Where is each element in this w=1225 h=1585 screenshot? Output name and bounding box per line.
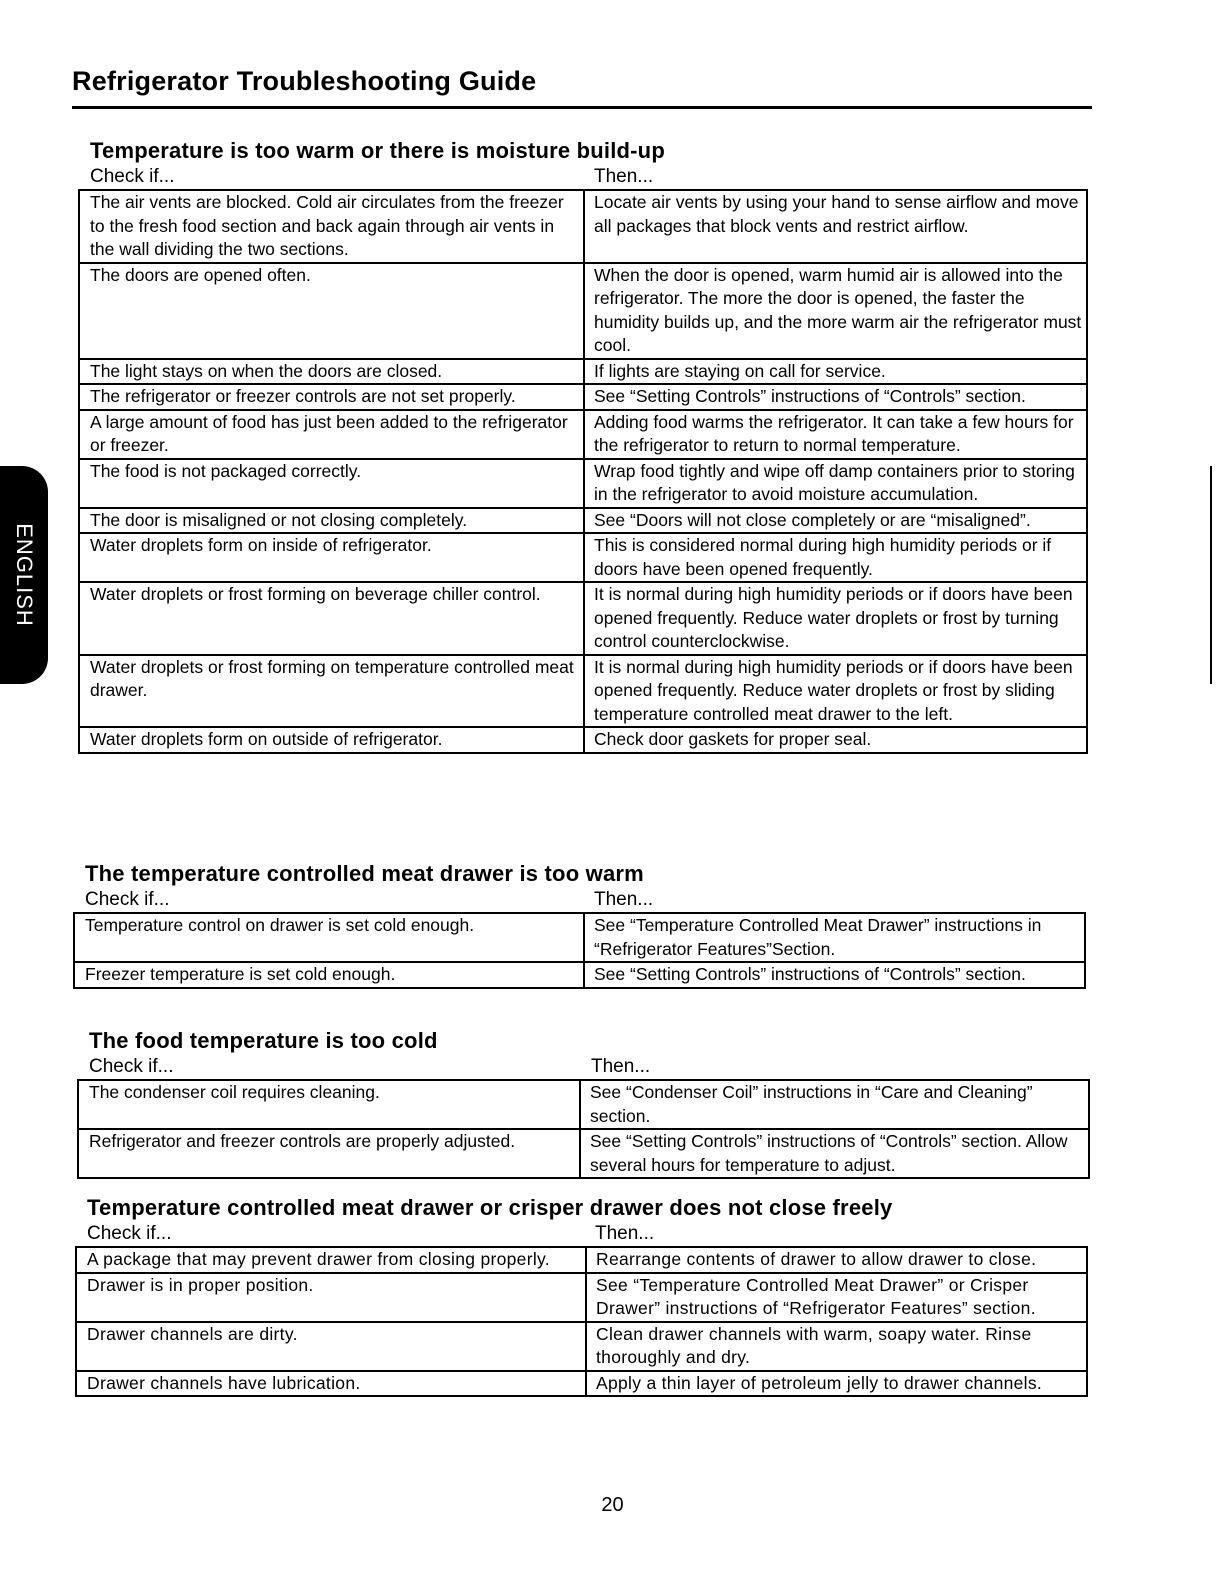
page-edge-rule: [1210, 466, 1212, 684]
column-headers: [78, 165, 1086, 189]
column-headers: [75, 1222, 1086, 1246]
then-cell: See “Temperature Controlled Meat Drawer” instructions in “Refrigerator Features”Section.: [584, 913, 1085, 962]
check-cell: The food is not packaged correctly.: [79, 459, 584, 508]
table-row: [79, 190, 1087, 263]
section-meat-drawer-warm: [73, 861, 1086, 989]
check-cell: Refrigerator and freezer controls are properly adjusted.: [78, 1129, 580, 1178]
section-heading: The temperature controlled meat drawer is too warm: [85, 861, 644, 886]
language-side-tab-label: ENGLISH: [12, 523, 37, 627]
column-headers: [77, 1055, 1088, 1079]
then-cell: See “Temperature Controlled Meat Drawer” or Crisper Drawer” instructions of “Refrigerator Features” section.: [586, 1273, 1087, 1322]
then-cell: It is normal during high humidity periods or if doors have been opened frequently. Reduce water droplets or frost by sliding temperature controlled meat drawer to the left.: [584, 655, 1087, 728]
then-header: Then...: [591, 1056, 651, 1077]
then-cell: See “Setting Controls” instructions of “Controls” section. Allow several hours for temperature to adjust.: [580, 1129, 1089, 1178]
section-too-warm: [78, 138, 1088, 754]
troubleshooting-table: [73, 912, 1086, 989]
section-too-cold: [77, 1028, 1090, 1179]
table-row: [78, 1080, 1089, 1129]
check-cell: The refrigerator or freezer controls are not set properly.: [79, 384, 584, 410]
check-cell: Water droplets form on inside of refrigerator.: [79, 533, 584, 582]
check-cell: Water droplets or frost forming on beverage chiller control.: [79, 582, 584, 655]
then-cell: See “Setting Controls” instructions of “Controls” section.: [584, 384, 1087, 410]
table-row: [78, 1129, 1089, 1178]
table-row: [79, 410, 1087, 459]
check-cell: Water droplets form on outside of refrigerator.: [79, 727, 584, 753]
table-row: [74, 962, 1085, 988]
then-cell: Apply a thin layer of petroleum jelly to drawer channels.: [586, 1371, 1087, 1397]
table-row: [79, 655, 1087, 728]
table-row: [79, 459, 1087, 508]
page-number: 20: [601, 1494, 624, 1516]
troubleshooting-table: [75, 1246, 1088, 1397]
then-cell: This is considered normal during high humidity periods or if doors have been opened frequently.: [584, 533, 1087, 582]
table-row: [76, 1247, 1087, 1273]
then-cell: Clean drawer channels with warm, soapy water. Rinse thoroughly and dry.: [586, 1322, 1087, 1371]
then-cell: Adding food warms the refrigerator. It can take a few hours for the refrigerator to return to normal temperature.: [584, 410, 1087, 459]
then-header: Then...: [594, 166, 654, 187]
then-cell: See “Doors will not close completely or are “misaligned”.: [584, 508, 1087, 534]
table-row: [76, 1322, 1087, 1371]
check-if-header: Check if...: [89, 1056, 174, 1077]
check-if-header: Check if...: [85, 889, 170, 910]
table-row: [79, 263, 1087, 359]
then-cell: See “Setting Controls” instructions of “Controls” section.: [584, 962, 1085, 988]
page-title: Refrigerator Troubleshooting Guide: [72, 66, 537, 96]
then-cell: Wrap food tightly and wipe off damp containers prior to storing in the refrigerator to avoid moisture accumulation.: [584, 459, 1087, 508]
then-cell: When the door is opened, warm humid air is allowed into the refrigerator. The more the door is opened, the faster the humidity builds up, and the more warm air the refrigerator must cool.: [584, 263, 1087, 359]
then-cell: Check door gaskets for proper seal.: [584, 727, 1087, 753]
language-side-tab: [0, 466, 48, 684]
check-if-header: Check if...: [90, 166, 175, 187]
check-cell: Freezer temperature is set cold enough.: [74, 962, 584, 988]
section-drawer-not-closing: [75, 1195, 1088, 1397]
table-row: [79, 533, 1087, 582]
table-row: [79, 508, 1087, 534]
troubleshooting-table: [77, 1079, 1090, 1179]
table-row: [79, 359, 1087, 385]
check-cell: A package that may prevent drawer from closing properly.: [76, 1247, 586, 1273]
check-cell: Water droplets or frost forming on temperature controlled meat drawer.: [79, 655, 584, 728]
column-headers: [73, 888, 1084, 912]
check-cell: The door is misaligned or not closing completely.: [79, 508, 584, 534]
table-row: [74, 913, 1085, 962]
troubleshooting-table: [78, 189, 1088, 754]
section-heading: The food temperature is too cold: [89, 1028, 438, 1053]
section-heading: Temperature controlled meat drawer or crisper drawer does not close freely: [87, 1195, 893, 1220]
then-cell: See “Condenser Coil” instructions in “Care and Cleaning” section.: [580, 1080, 1089, 1129]
check-cell: Drawer channels have lubrication.: [76, 1371, 586, 1397]
check-cell: The light stays on when the doors are closed.: [79, 359, 584, 385]
check-cell: The condenser coil requires cleaning.: [78, 1080, 580, 1129]
check-cell: Drawer channels are dirty.: [76, 1322, 586, 1371]
then-cell: It is normal during high humidity periods or if doors have been opened frequently. Reduce water droplets or frost by turning control counterclockwise.: [584, 582, 1087, 655]
section-heading: Temperature is too warm or there is moisture build-up: [90, 138, 665, 163]
then-header: Then...: [594, 889, 654, 910]
check-cell: Drawer is in proper position.: [76, 1273, 586, 1322]
then-cell: If lights are staying on call for service.: [584, 359, 1087, 385]
then-cell: Locate air vents by using your hand to sense airflow and move all packages that block vents and restrict airflow.: [584, 190, 1087, 263]
table-row: [79, 582, 1087, 655]
then-header: Then...: [595, 1223, 655, 1244]
table-row: [79, 727, 1087, 753]
then-cell: Rearrange contents of drawer to allow drawer to close.: [586, 1247, 1087, 1273]
check-cell: The air vents are blocked. Cold air circulates from the freezer to the fresh food section and back again through air vents in the wall dividing the two sections.: [79, 190, 584, 263]
check-cell: Temperature control on drawer is set cold enough.: [74, 913, 584, 962]
check-cell: The doors are opened often.: [79, 263, 584, 359]
table-row: [76, 1371, 1087, 1397]
check-cell: A large amount of food has just been added to the refrigerator or freezer.: [79, 410, 584, 459]
table-row: [79, 384, 1087, 410]
table-row: [76, 1273, 1087, 1322]
title-divider: [72, 106, 1092, 109]
check-if-header: Check if...: [87, 1223, 172, 1244]
